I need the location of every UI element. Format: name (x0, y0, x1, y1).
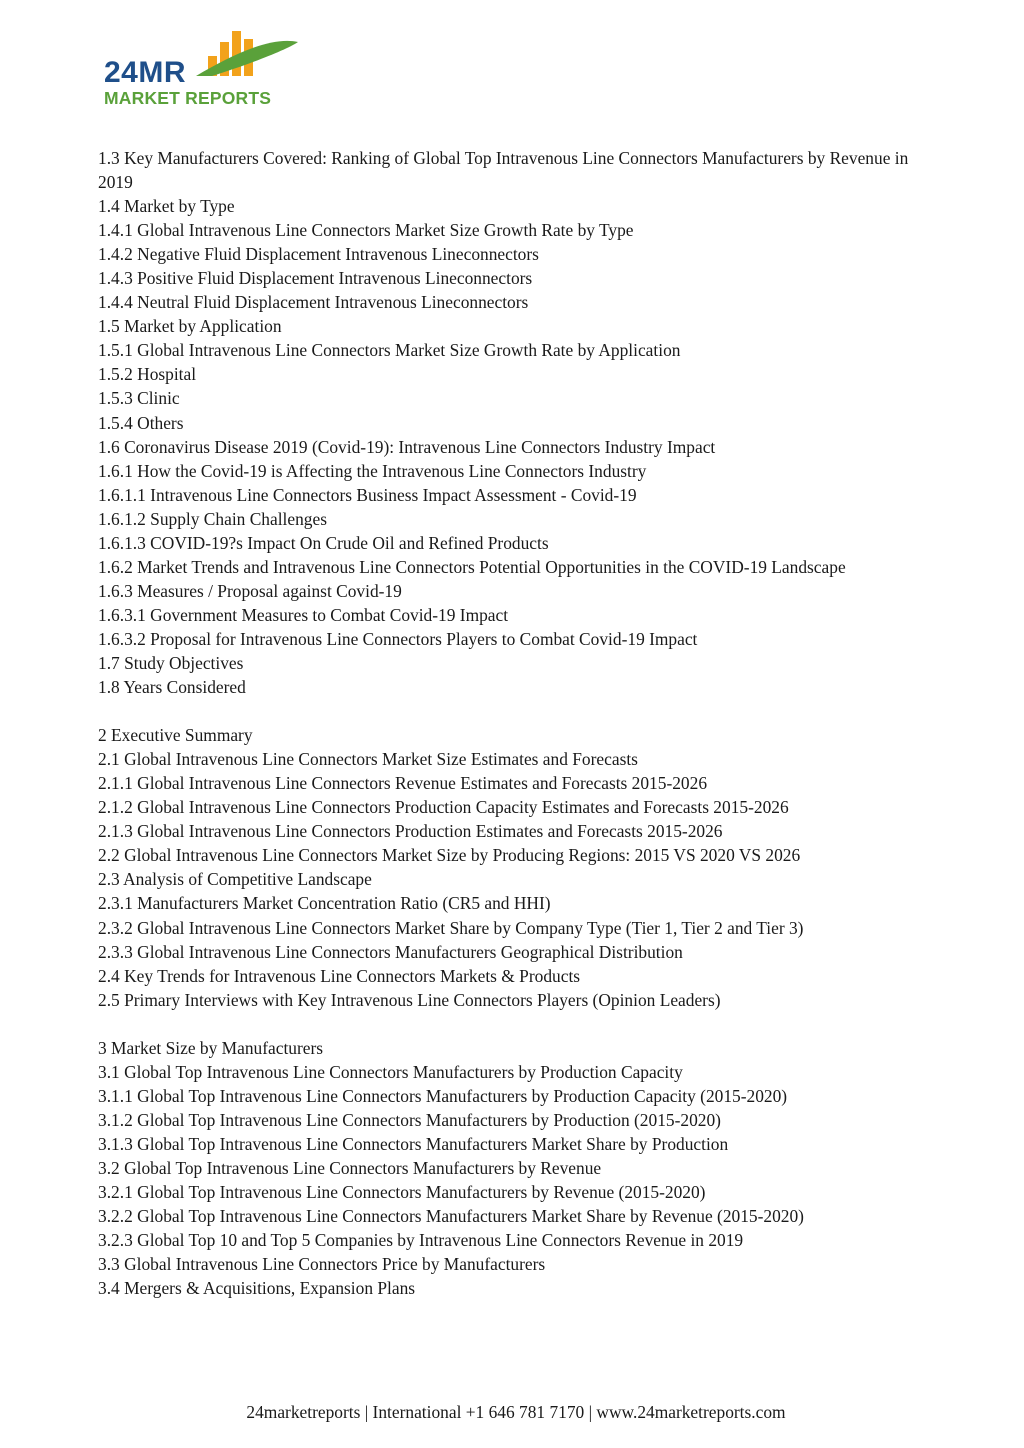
logo-tagline: MARKET REPORTS (104, 88, 272, 108)
toc-entry: 1.6.2 Market Trends and Intravenous Line Connectors Potential Opportunities in the COVID-19 Landscape (98, 556, 846, 577)
toc-entry: 1.5.2 Hospital (98, 364, 197, 385)
page-footer: 24marketreports | International +1 646 781 7170 | www.24marketreports.com (246, 1402, 786, 1422)
toc-entry: 2.1 Global Intravenous Line Connectors Market Size Estimates and Forecasts (98, 749, 638, 770)
toc-entry: 3.1 Global Top Intravenous Line Connectors Manufacturers by Production Capacity (98, 1061, 683, 1082)
toc-entry: 1.3 Key Manufacturers Covered: Ranking of Global Top Intravenous Line Connectors Manufacturers by Revenue in 2019 (98, 148, 909, 193)
toc-section-1 (98, 194, 934, 699)
section-gap (98, 1012, 934, 1036)
toc-entry: 3.2.2 Global Top Intravenous Line Connectors Manufacturers Market Share by Revenue (2015-2020) (98, 1206, 804, 1227)
toc-entry: 2.3.3 Global Intravenous Line Connectors Manufacturers Geographical Distribution (98, 941, 683, 962)
toc-entry: 1.7 Study Objectives (98, 652, 244, 673)
toc-entry: 1.6.3 Measures / Proposal against Covid-19 (98, 580, 402, 601)
toc-entry: 1.4.4 Neutral Fluid Displacement Intravenous Lineconnectors (98, 292, 529, 313)
toc-entry: 2.3 Analysis of Competitive Landscape (98, 869, 372, 890)
toc-section-3 (98, 1036, 934, 1301)
toc-entry: 1.6.1.2 Supply Chain Challenges (98, 508, 327, 529)
toc-entry: 1.6.1.1 Intravenous Line Connectors Business Impact Assessment - Covid-19 (98, 484, 637, 505)
table-of-contents (98, 146, 934, 1300)
toc-entry: 1.6 Coronavirus Disease 2019 (Covid-19): Intravenous Line Connectors Industry Impact (98, 436, 716, 457)
toc-entry: 1.6.1.3 COVID-19?s Impact On Crude Oil and Refined Products (98, 532, 549, 553)
toc-entry: 3.1.1 Global Top Intravenous Line Connectors Manufacturers by Production Capacity (2015-2020) (98, 1085, 788, 1106)
toc-entry: 1.5.1 Global Intravenous Line Connectors Market Size Growth Rate by Application (98, 340, 681, 361)
toc-entry: 3.2.3 Global Top 10 and Top 5 Companies by Intravenous Line Connectors Revenue in 2019 (98, 1230, 744, 1251)
company-logo (100, 28, 310, 108)
toc-entry: 1.5 Market by Application (98, 316, 282, 337)
toc-entry: 3.3 Global Intravenous Line Connectors Price by Manufacturers (98, 1254, 546, 1275)
toc-entry: 2 Executive Summary (98, 725, 253, 746)
toc-entry: 1.4.3 Positive Fluid Displacement Intravenous Lineconnectors (98, 268, 533, 289)
toc-entry: 2.1.3 Global Intravenous Line Connectors Production Estimates and Forecasts 2015-2026 (98, 821, 723, 842)
toc-entry: 1.5.4 Others (98, 412, 184, 433)
toc-entry: 2.2 Global Intravenous Line Connectors Market Size by Producing Regions: 2015 VS 2020 VS 2026 (98, 845, 801, 866)
toc-entry: 1.6.3.1 Government Measures to Combat Covid-19 Impact (98, 604, 509, 625)
toc-entry: 2.1.1 Global Intravenous Line Connectors Revenue Estimates and Forecasts 2015-2026 (98, 773, 708, 794)
section-gap (98, 699, 934, 723)
toc-entry: 1.6.1 How the Covid-19 is Affecting the Intravenous Line Connectors Industry (98, 460, 647, 481)
toc-entry: 1.4.1 Global Intravenous Line Connectors Market Size Growth Rate by Type (98, 220, 634, 241)
toc-entry: 3 Market Size by Manufacturers (98, 1037, 324, 1058)
toc-entry: 1.4.2 Negative Fluid Displacement Intravenous Lineconnectors (98, 244, 539, 265)
toc-entry: 3.2.1 Global Top Intravenous Line Connectors Manufacturers by Revenue (2015-2020) (98, 1182, 706, 1203)
toc-entry: 1.5.3 Clinic (98, 388, 180, 409)
toc-entry: 3.1.2 Global Top Intravenous Line Connectors Manufacturers by Production (2015-2020) (98, 1109, 721, 1130)
toc-section-2 (98, 723, 934, 1012)
toc-entry: 2.3.2 Global Intravenous Line Connectors Market Share by Company Type (Tier 1, Tier 2 and Tier 3) (98, 917, 804, 938)
toc-entry: 2.1.2 Global Intravenous Line Connectors Production Capacity Estimates and Forecasts 2015-2026 (98, 797, 789, 818)
toc-entry: 3.1.3 Global Top Intravenous Line Connectors Manufacturers Market Share by Production (98, 1133, 729, 1154)
toc-entry: 2.4 Key Trends for Intravenous Line Connectors Markets & Products (98, 965, 581, 986)
toc-entry: 1.8 Years Considered (98, 677, 246, 698)
toc-entry: 3.2 Global Top Intravenous Line Connectors Manufacturers by Revenue (98, 1157, 602, 1178)
toc-entry: 1.6.3.2 Proposal for Intravenous Line Connectors Players to Combat Covid-19 Impact (98, 628, 698, 649)
toc-entry: 2.5 Primary Interviews with Key Intravenous Line Connectors Players (Opinion Leaders) (98, 989, 721, 1010)
toc-entry: 1.4 Market by Type (98, 196, 235, 217)
toc-entry: 3.4 Mergers & Acquisitions, Expansion Plans (98, 1278, 416, 1299)
toc-entry: 2.3.1 Manufacturers Market Concentration Ratio (CR5 and HHI) (98, 893, 551, 914)
logo-wordmark: 24MR (104, 56, 187, 89)
